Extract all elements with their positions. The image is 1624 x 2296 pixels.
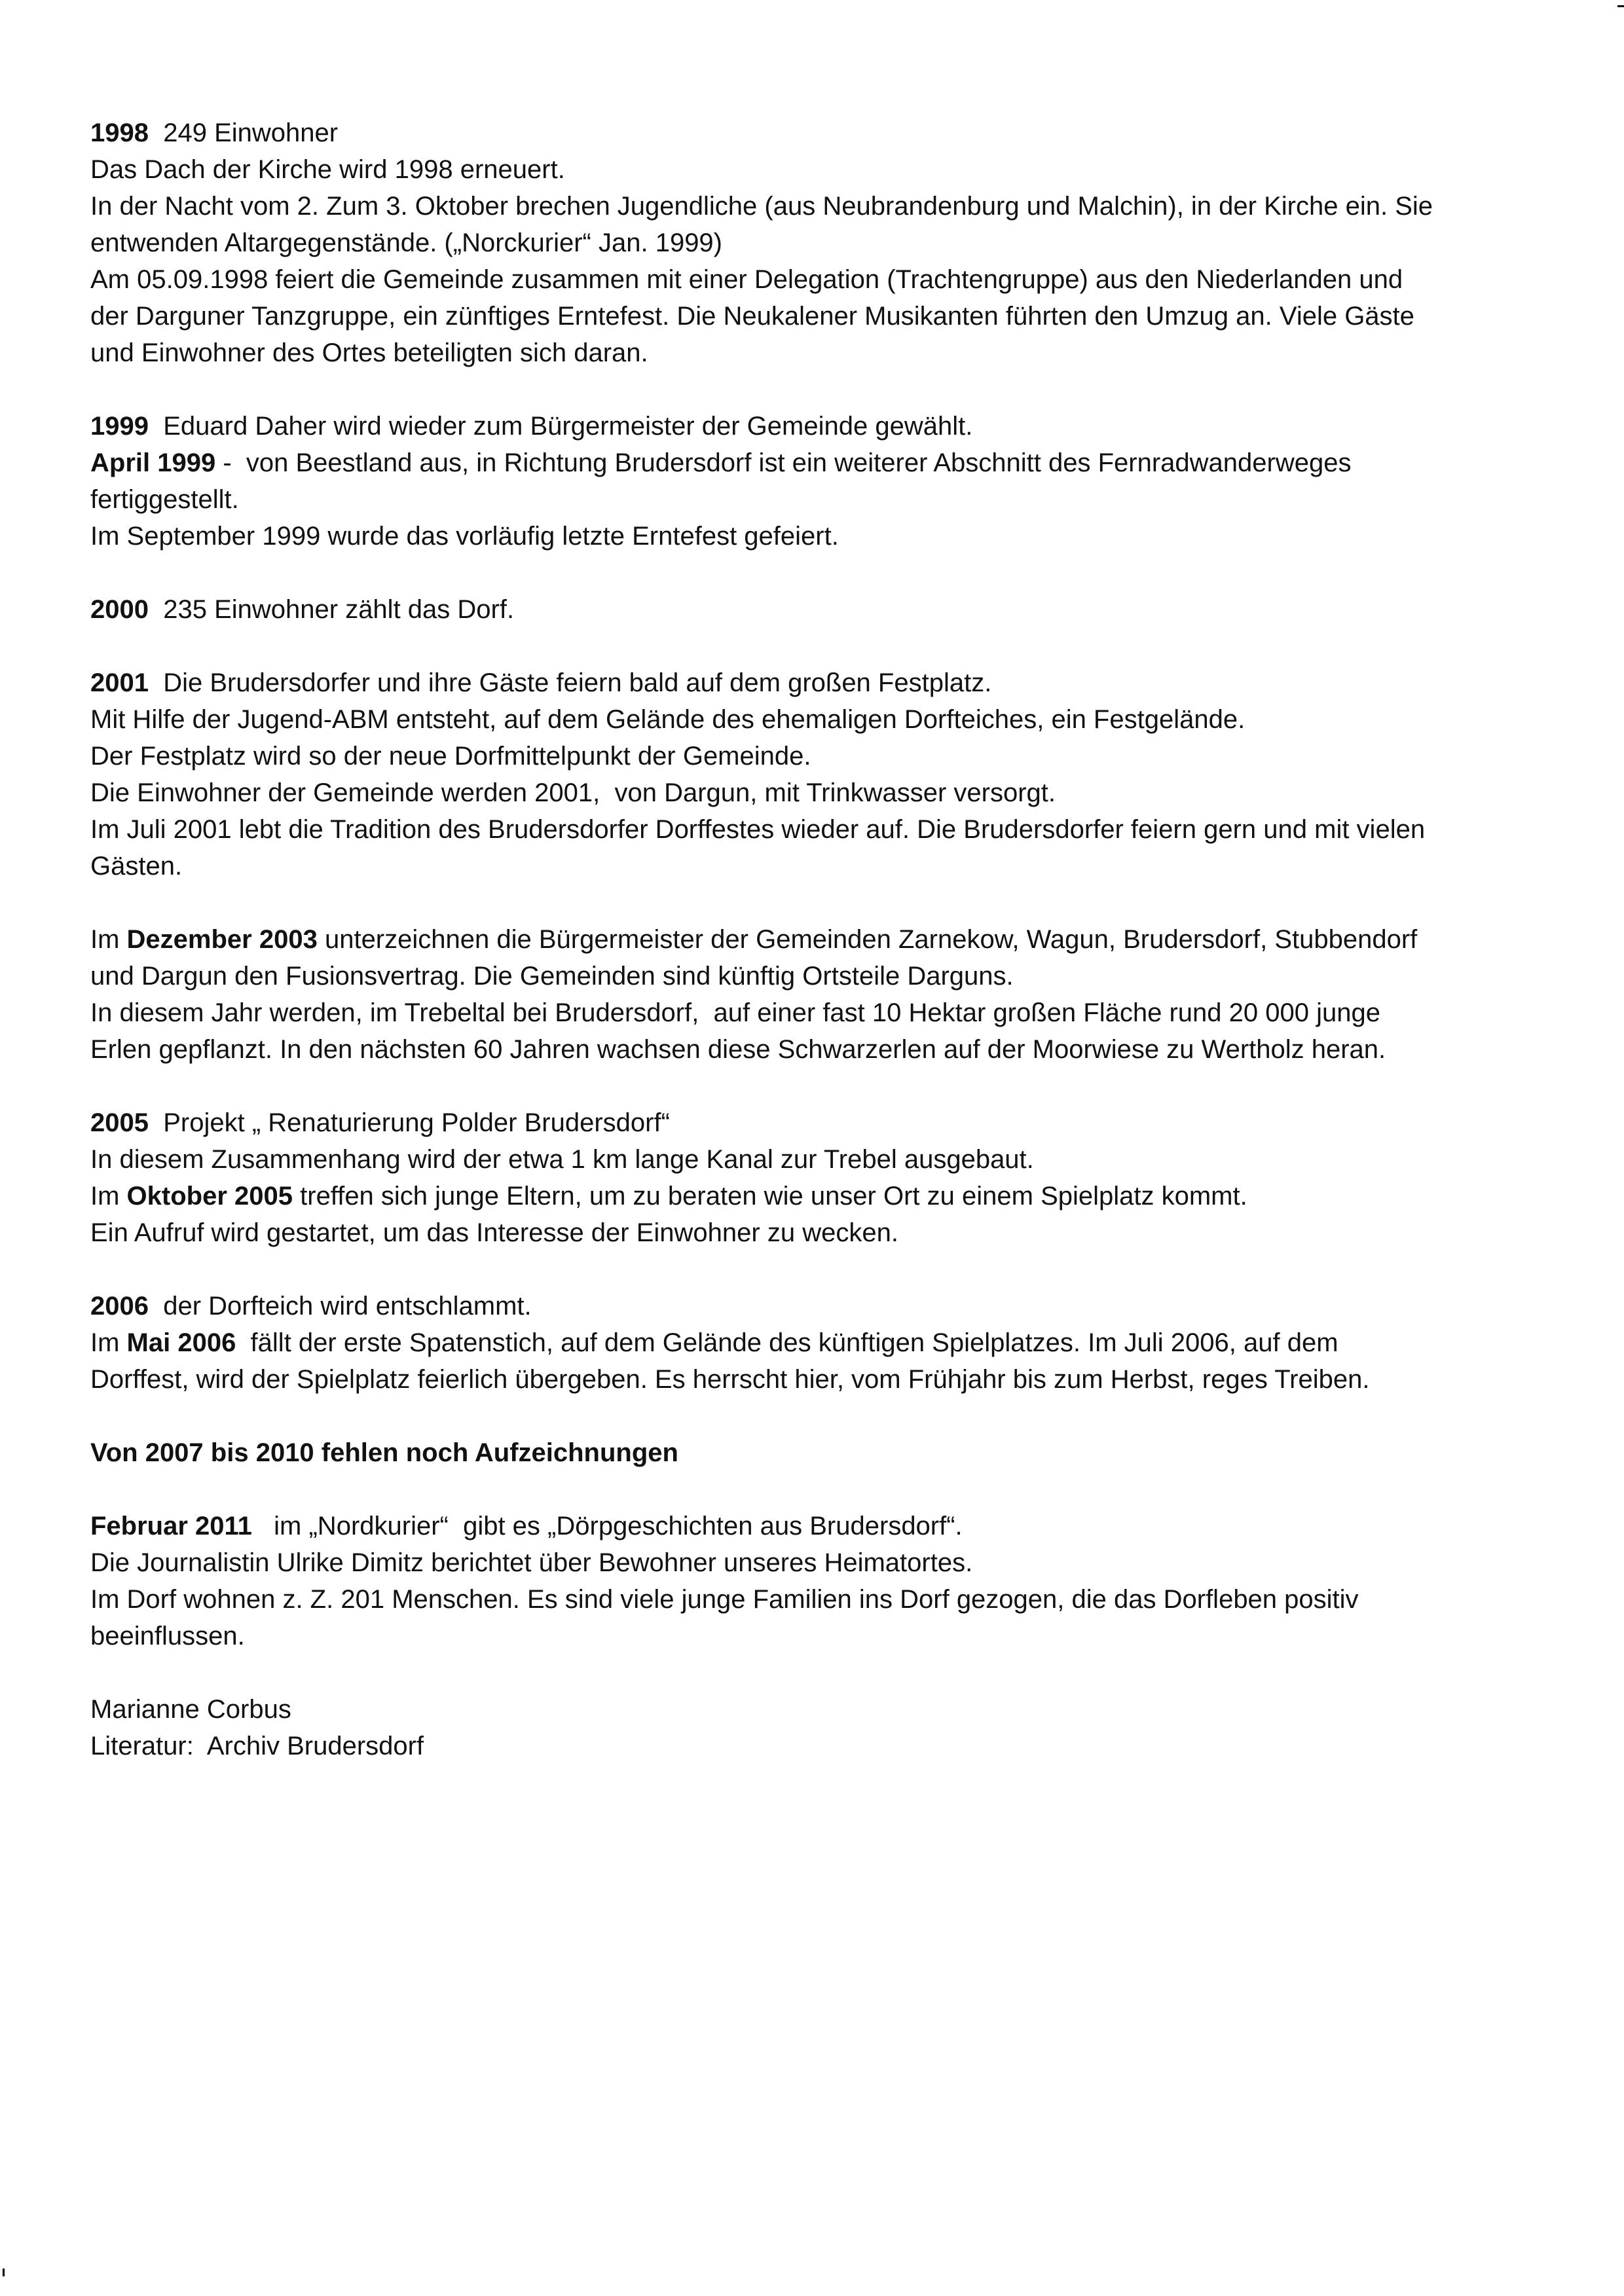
paragraph-text: Im [90, 1182, 127, 1211]
section-2001 [90, 665, 1439, 884]
paragraph-text: der Dorfteich wird entschlammt. [163, 1292, 532, 1321]
scan-edge-mark [1617, 5, 1624, 7]
paragraph-text: In diesem Jahr werden, im Trebeltal bei Brudersdorf, auf einer fast 10 Hektar großen Fläche rund 20 000 junge Erlen gepflanzt. In den nächsten 60 Jahren wachsen diese Schwarzerlen auf der Moorwiese zu Wertholz heran. [90, 998, 1388, 1064]
paragraph-text: Die Brudersdorfer und ihre Gäste feiern bald auf dem großen Festplatz. [163, 668, 992, 697]
spacer [90, 1471, 1439, 1508]
spacer [90, 1398, 1439, 1434]
paragraph-text: fällt der erste Spatenstich, auf dem Gelände des künftigen Spielplatzes. Im Juli 2006, auf dem Dorffest, wird der Spielplatz feierlich übergeben. Es herrscht hier, vom Frühjahr bis zum Herbst, reges Treiben. [90, 1328, 1370, 1394]
paragraph-text: In diesem Zusammenhang wird der etwa 1 km lange Kanal zur Trebel ausgebaut. [90, 1145, 1034, 1174]
entry-2005-heading [90, 1104, 1439, 1141]
paragraph-text: In der Nacht vom 2. Zum 3. Oktober brechen Jugendliche (aus Neubrandenburg und Malchin), in der Kirche ein. Sie entwenden Altargegenstände. („Norckurier“ Jan. 1999) [90, 192, 1441, 257]
spacer [90, 628, 1439, 665]
paragraph-text: Die Einwohner der Gemeinde werden 2001, von Dargun, mit Trinkwasser versorgt. [90, 778, 1056, 807]
section-1999 [90, 408, 1439, 555]
year-label: 2006 [90, 1292, 149, 1321]
paragraph-text: Am 05.09.1998 feiert die Gemeinde zusammen mit einer Delegation (Trachtengruppe) aus den Niederlanden und der Darguner Tanzgruppe, ein zünftiges Erntefest. Die Neukalener Musikanten führten den Umzug an. Viele Gäste und Einwohner des Ortes beteiligten sich daran. [90, 265, 1422, 367]
paragraph-text: Mit Hilfe der Jugend-ABM entsteht, auf dem Gelände des ehemaligen Dorfteiches, ein Festgelände. [90, 705, 1246, 734]
year-label: 2005 [90, 1108, 149, 1137]
spacer [90, 555, 1439, 591]
year-label: 1998 [90, 118, 149, 147]
scan-edge-mark [3, 2269, 5, 2276]
year-label: 2000 [90, 595, 149, 624]
entry-1998-heading [90, 115, 1439, 151]
paragraph-text: - von Beestland aus, in Richtung Brudersdorf ist ein weiterer Abschnitt des Fernradwanderweges fertiggestellt. [90, 448, 1359, 514]
year-label: 1999 [90, 412, 149, 441]
date-label: Dezember 2003 [126, 925, 318, 954]
entry-april-1999 [90, 445, 1439, 518]
document-footer [90, 1691, 1439, 1764]
date-label: Oktober 2005 [126, 1182, 293, 1211]
spacer [90, 371, 1439, 408]
paragraph-text: Das Dach der Kirche wird 1998 erneuert. [90, 155, 565, 184]
paragraph-text: Im September 1999 wurde das vorläufig letzte Erntefest gefeiert. [90, 522, 839, 551]
chronicle-text [90, 115, 1439, 1764]
entry-februar-2011 [90, 1508, 1439, 1544]
paragraph-text: Die Journalistin Ulrike Dimitz berichtet über Bewohner unseres Heimatortes. [90, 1548, 973, 1577]
missing-records-note: Von 2007 bis 2010 fehlen noch Aufzeichnungen [90, 1438, 678, 1467]
date-label: Februar 2011 [90, 1512, 252, 1540]
date-label: April 1999 [90, 448, 216, 477]
section-2000 [90, 591, 1439, 628]
spacer [90, 1068, 1439, 1104]
entry-2000-heading [90, 591, 1439, 628]
paragraph-text: Ein Aufruf wird gestartet, um das Interesse der Einwohner zu wecken. [90, 1218, 898, 1247]
spacer [90, 884, 1439, 921]
section-2006 [90, 1288, 1439, 1398]
paragraph-text: Der Festplatz wird so der neue Dorfmittelpunkt der Gemeinde. [90, 742, 811, 771]
paragraph-text: Im Dorf wohnen z. Z. 201 Menschen. Es sind viele junge Familien ins Dorf gezogen, die das Dorfleben positiv beeinflussen. [90, 1585, 1366, 1650]
author-name: Marianne Corbus [90, 1695, 291, 1724]
paragraph-text: Im [90, 1328, 127, 1357]
paragraph-text: 235 Einwohner zählt das Dorf. [163, 595, 515, 624]
section-2005 [90, 1104, 1439, 1251]
year-label: 2001 [90, 668, 149, 697]
date-label: Mai 2006 [126, 1328, 236, 1357]
entry-mai-2006 [90, 1324, 1439, 1398]
paragraph-text: unterzeichnen die Bürgermeister der Gemeinden Zarnekow, Wagun, Brudersdorf, Stubbendorf und Dargun den Fusionsvertrag. Die Gemeinden sind künftig Ortsteile Darguns. [90, 925, 1425, 991]
paragraph-text: 249 Einwohner [163, 118, 339, 147]
section-2003 [90, 921, 1439, 1068]
paragraph-text: treffen sich junge Eltern, um zu beraten wie unser Ort zu einem Spielplatz kommt. [293, 1182, 1247, 1211]
spacer [90, 1654, 1439, 1691]
entry-2006-heading [90, 1288, 1439, 1324]
literature-source: Literatur: Archiv Brudersdorf [90, 1732, 424, 1760]
entry-oktober-2005 [90, 1178, 1439, 1214]
paragraph-text: Projekt „ Renaturierung Polder Brudersdorf“ [163, 1108, 670, 1137]
paragraph-text: Eduard Daher wird wieder zum Bürgermeister der Gemeinde gewählt. [163, 412, 973, 441]
section-1998 [90, 115, 1439, 371]
entry-1999-heading [90, 408, 1439, 445]
section-2011 [90, 1508, 1439, 1654]
entry-dezember-2003 [90, 921, 1439, 994]
entry-2001-heading [90, 665, 1439, 701]
paragraph-text: Im Juli 2001 lebt die Tradition des Brudersdorfer Dorffestes wieder auf. Die Brudersdorfer feiern gern und mit vielen Gästen. [90, 815, 1433, 881]
paragraph-text: Im [90, 925, 127, 954]
paragraph-text: im „Nordkurier“ gibt es „Dörpgeschichten aus Brudersdorf“. [251, 1512, 963, 1540]
spacer [90, 1251, 1439, 1288]
